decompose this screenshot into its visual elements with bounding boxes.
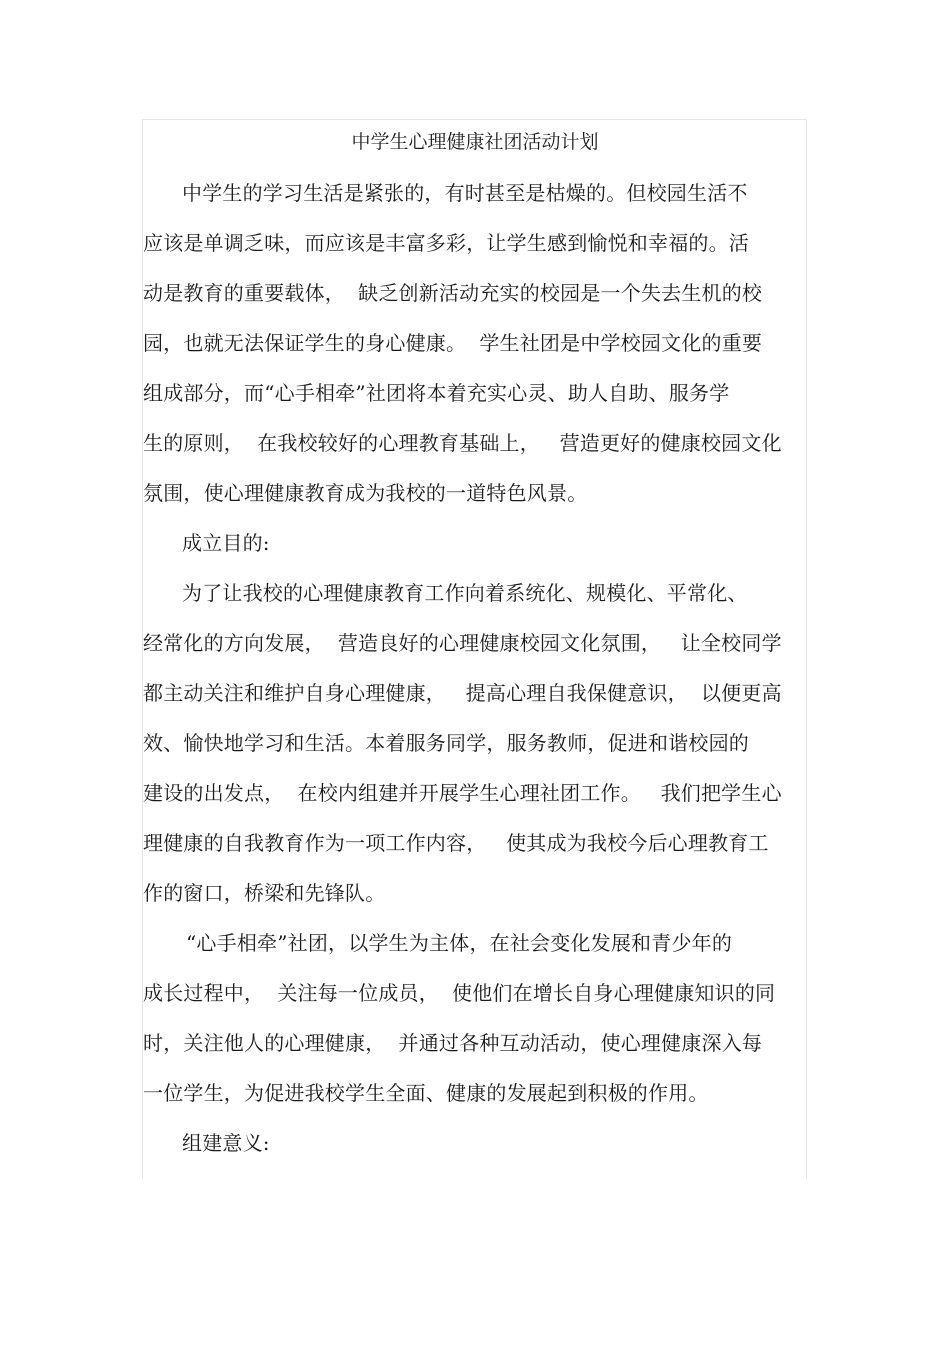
text-line: 组成部分，而“心手相牵”社团将本着充实心灵、助人自助、服务学: [143, 381, 730, 405]
text-line: 理健康的自我教育作为一项工作内容， 使其成为我校今后心理教育工: [143, 831, 769, 855]
section-heading: 组建意义:: [182, 1131, 270, 1155]
text-line: “心手相牵”社团，以学生为主体，在社会变化发展和青少年的: [186, 931, 733, 955]
text-line: 都主动关注和维护自身心理健康， 提高心理自我保健意识， 以便更高: [143, 681, 782, 705]
text-line: 动是教育的重要载体， 缺乏创新活动充实的校园是一个失去生机的校: [143, 281, 763, 305]
text-line: 效、愉快地学习和生活。本着服务同学，服务教师，促进和谐校园的: [143, 731, 749, 755]
text-line: 生的原则， 在我校较好的心理教育基础上， 营造更好的健康校园文化: [143, 431, 782, 455]
text-line: 应该是单调乏味，而应该是丰富多彩，让学生感到愉悦和幸福的。活: [143, 231, 749, 255]
text-line: 建设的出发点， 在校内组建并开展学生心理社团工作。 我们把学生心: [143, 781, 782, 805]
section-heading: 成立目的:: [182, 531, 270, 555]
text-line: 时，关注他人的心理健康， 并通过各种互动活动，使心理健康深入每: [143, 1031, 763, 1055]
text-line: 园，也就无法保证学生的身心健康。 学生社团是中学校园文化的重要: [143, 331, 763, 355]
document-title: 中学生心理健康社团活动计划: [351, 131, 599, 153]
text-line: 为了让我校的心理健康教育工作向着系统化、规模化、平常化、: [182, 581, 748, 605]
text-line: 氛围，使心理健康教育成为我校的一道特色风景。: [143, 481, 588, 505]
text-line: 一位学生，为促进我校学生全面、健康的发展起到积极的作用。: [143, 1081, 709, 1105]
text-line: 作的窗口，桥梁和先锋队。: [143, 881, 386, 905]
text-line: 经常化的方向发展， 营造良好的心理健康校园文化氛围， 让全校同学: [143, 631, 782, 655]
text-line: 成长过程中， 关注每一位成员， 使他们在增长自身心理健康知识的同: [143, 981, 776, 1005]
text-line: 中学生的学习生活是紧张的，有时甚至是枯燥的。但校园生活不: [182, 181, 748, 205]
